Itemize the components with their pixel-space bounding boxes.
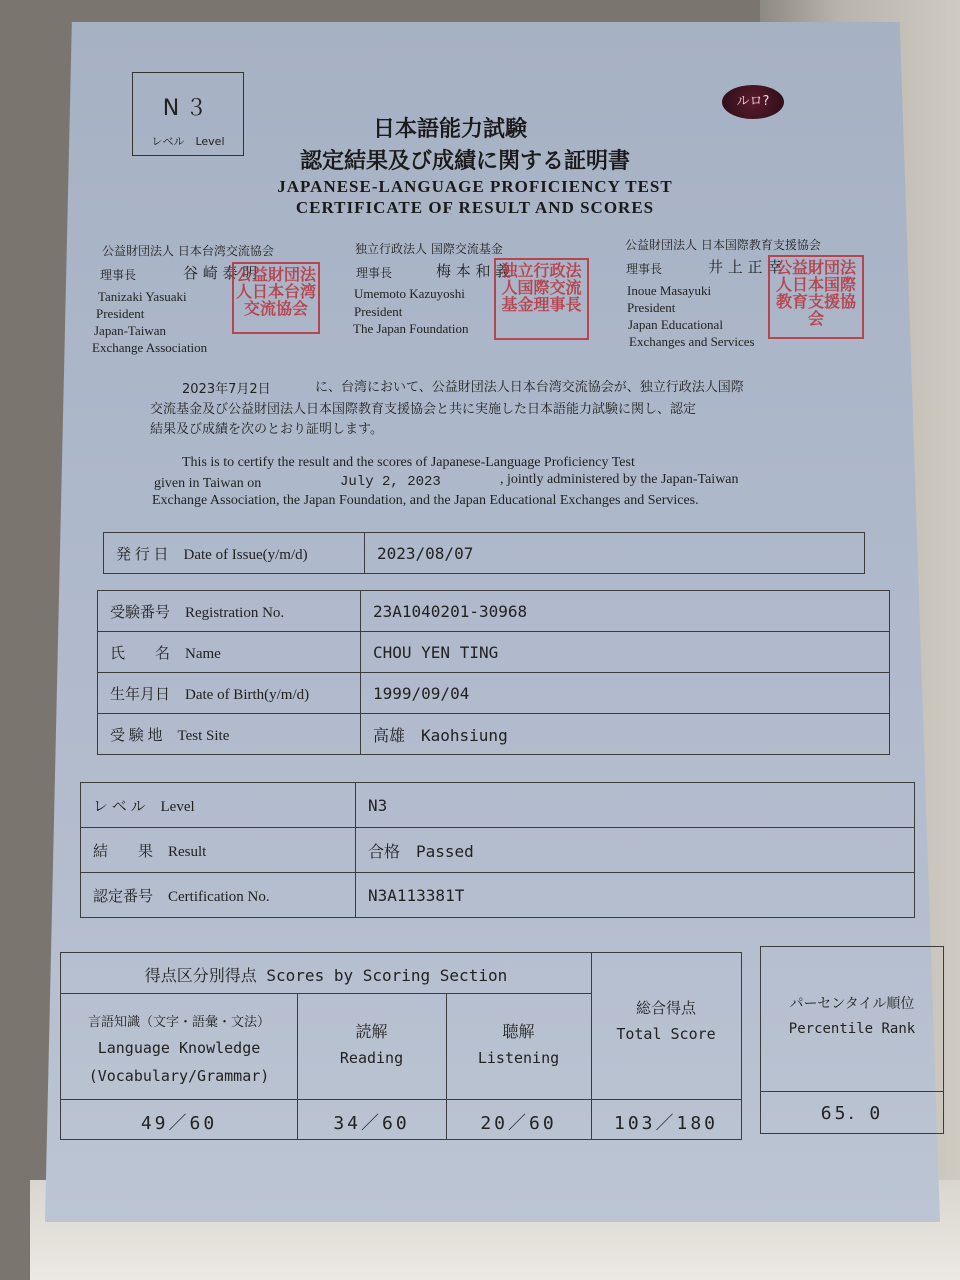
signatory-3-org-jp: 公益財団法人 日本国際教育支援協会 — [625, 238, 821, 252]
total-label-jp: 総合得点 — [635, 999, 696, 1017]
table-row — [98, 632, 890, 673]
percentile-label-jp: パーセンタイル順位 — [789, 996, 915, 1012]
signatory-1-org-en-2: Exchange Association — [92, 340, 208, 355]
table-row — [98, 673, 890, 714]
reading-label-jp: 読解 — [355, 1022, 388, 1041]
table-row — [98, 591, 890, 632]
statement-en-line2b: , jointly administered by the Japan-Taiwan — [500, 472, 739, 487]
percentile-label-en: Percentile Rank — [788, 1021, 916, 1037]
registration-label: 受験番号 Registration No. — [98, 591, 361, 632]
statement-jp-date: 2023年7月2日 — [182, 382, 271, 397]
table-row — [81, 783, 915, 828]
lk-label-en-1: Language Knowledge — [97, 1039, 261, 1057]
title-jp-line2: 認定結果及び成績に関する証明書 — [299, 148, 630, 174]
signatory-1-org-en-1: Japan-Taiwan — [94, 323, 167, 338]
level-label: レ ベ ル Level — [81, 783, 356, 828]
statement-jp-line3: 結果及び成績を次のとおり証明します。 — [150, 422, 383, 437]
seal-2: 独立行政法人国際交流基金理事長 — [494, 258, 589, 340]
lk-score: 49／60 — [140, 1113, 218, 1134]
cert-label: 認定番号 Certification No. — [81, 873, 356, 918]
test-site-label: 受 験 地 Test Site — [98, 714, 361, 755]
result-value: 合格 Passed — [356, 828, 915, 873]
statement-jp-line2: 交流基金及び公益財団法人日本国際教育支援協会と共に実施した日本語能力試験に関し、認定 — [150, 402, 697, 417]
issue-row — [104, 533, 865, 574]
level-box-label: レベル Level — [151, 135, 225, 148]
signatory-2-name-jp: 梅 本 和 義 — [436, 262, 511, 280]
birth-label: 生年月日 Date of Birth(y/m/d) — [98, 673, 361, 714]
title-jp-line1: 日本語能力試験 — [372, 116, 527, 142]
scores-section-box — [60, 952, 742, 1140]
name-label: 氏 名 Name — [98, 632, 361, 673]
jlpt-logo: ルロ? — [722, 85, 784, 119]
signatory-2-org-en-1: The Japan Foundation — [353, 321, 469, 336]
statement-en-line2a: given in Taiwan on — [154, 476, 262, 491]
statement-en-line1: This is to certify the result and the scores of Japanese-Language Proficiency Test — [182, 455, 635, 470]
signatory-3-org-en-1: Japan Educational — [628, 317, 723, 332]
signatory-1-name-en: Tanizaki Yasuaki — [98, 289, 187, 304]
statement-en-date: July 2, 2023 — [340, 474, 441, 490]
signatory-1-org-jp: 公益財団法人 日本台湾交流協会 — [102, 244, 274, 258]
level-box — [132, 72, 244, 156]
signatory-1-name-jp: 谷 崎 泰 明 — [183, 264, 258, 282]
reading-score: 34／60 — [333, 1113, 410, 1134]
seal-1: 公益財団法人日本台湾交流協会 — [232, 262, 320, 334]
table-row — [98, 714, 890, 755]
title-en-line1: JAPANESE-LANGUAGE PROFICIENCY TEST — [277, 177, 673, 196]
percentile-value: 65．0 — [820, 1103, 884, 1124]
lk-label-en-2: (Vocabulary/Grammar) — [88, 1067, 270, 1085]
result-table — [80, 782, 915, 918]
personal-table — [97, 590, 890, 755]
title-en-line2: CERTIFICATE OF RESULT AND SCORES — [295, 198, 655, 217]
signatory-2-title-jp: 理事長 — [356, 266, 393, 280]
total-score: 103／180 — [613, 1113, 719, 1134]
registration-value: 23A1040201-30968 — [361, 591, 890, 632]
signatory-2-name-en: Umemoto Kazuyoshi — [354, 286, 465, 301]
test-site-value: 高雄 Kaohsiung — [361, 714, 890, 755]
table-row — [81, 828, 915, 873]
reading-label-en: Reading — [339, 1049, 404, 1067]
signatory-2-org-jp: 独立行政法人 国際交流基金 — [355, 242, 503, 256]
level-value: N3 — [356, 783, 915, 828]
issue-table — [103, 532, 865, 574]
statement-en-line3: Exchange Association, the Japan Foundation, and the Japan Educational Exchanges and Services. — [152, 493, 699, 508]
signatory-3-title-en: President — [627, 300, 676, 315]
listening-score: 20／60 — [480, 1113, 557, 1134]
signatory-2-title-en: President — [354, 304, 403, 319]
scores-section-header: 得点区分別得点 Scores by Scoring Section — [144, 966, 508, 985]
listening-label-jp: 聴解 — [502, 1022, 535, 1041]
signatory-3-title-jp: 理事長 — [626, 262, 663, 276]
name-value: CHOU YEN TING — [361, 632, 890, 673]
issue-label: 発 行 日 Date of Issue(y/m/d) — [104, 533, 365, 574]
signatory-3-name-en: Inoue Masayuki — [627, 283, 712, 298]
signatory-1-title-jp: 理事長 — [100, 268, 137, 282]
lk-label-jp: 言語知識（文字・語彙・文法） — [87, 1015, 270, 1030]
issue-value: 2023/08/07 — [365, 533, 865, 574]
statement-jp-line1: に、台湾において、公益財団法人日本台湾交流協会が、独立行政法人国際 — [315, 380, 744, 395]
percentile-box — [760, 946, 944, 1134]
total-label-en: Total Score — [616, 1025, 716, 1043]
listening-label-en: Listening — [477, 1049, 560, 1067]
signatory-3-name-jp: 井 上 正 幸 — [708, 258, 783, 276]
birth-value: 1999/09/04 — [361, 673, 890, 714]
cert-value: N3A113381T — [356, 873, 915, 918]
level-box-value: N３ — [162, 96, 214, 121]
signatory-3-org-en-2: Exchanges and Services — [629, 334, 755, 349]
result-label: 結 果 Result — [81, 828, 356, 873]
table-row — [81, 873, 915, 918]
signatory-1-title-en: President — [96, 306, 145, 321]
seal-3: 公益財団法人日本国際教育支援協会 — [768, 255, 864, 339]
